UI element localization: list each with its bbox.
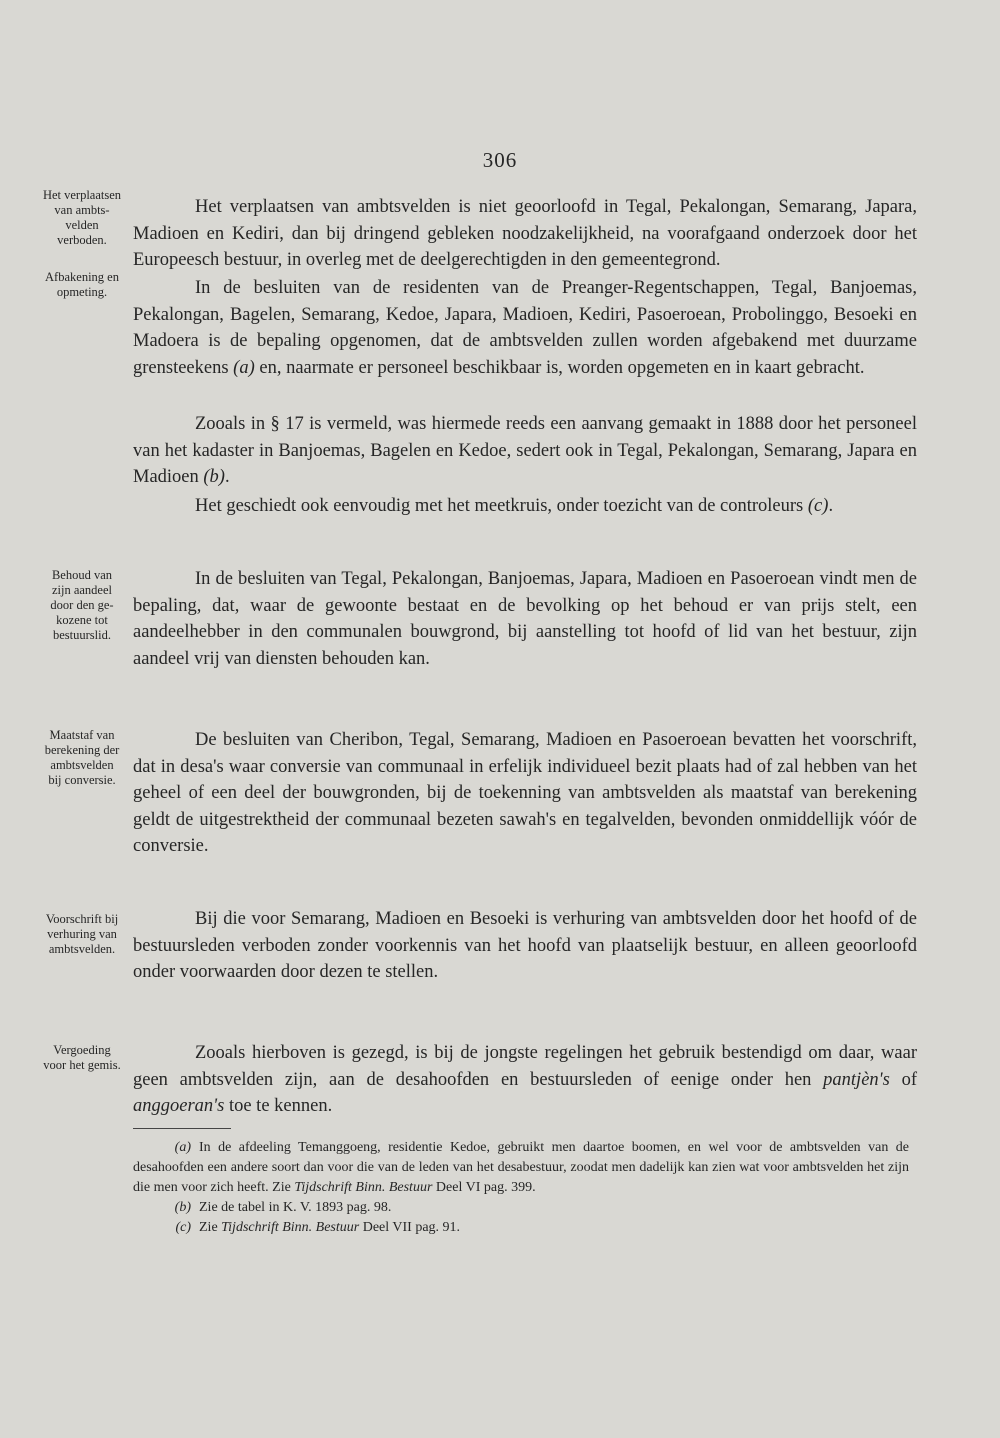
footnote-text: Zie de tabel in K. V. 1893 pag. 98. [199,1200,392,1215]
margin-note-line: van ambts- [54,203,110,217]
margin-note-line: Maatstaf van [49,728,115,742]
paragraph-verplaatsen [133,194,917,274]
paragraph-text: Bij die voor Semarang, Madioen en Besoeki is verhuring van ambtsvelden door het hoofd of de bestuursleden verboden zonder voorkennis van het hoofd van plaatselijk bestuur, en alleen geoorloofd onder voorwaarden door dezen te stellen. [133,909,917,982]
footnote-b [133,1198,909,1218]
footnote-mark: (c) [175,1220,191,1235]
paragraph-text: Het geschiedt ook eenvoudig met het meetkruis, onder toezicht van de controleurs [195,496,808,516]
paragraph-text: Zooals in § 17 is vermeld, was hiermede reeds een aanvang gemaakt in 1888 door het personeel van het kadaster in Banjoemas, Bagelen en Kedoe, sedert ook in Tegal, Pekalongan, Semarang, Japara en Madioen [133,414,917,487]
margin-note-line: bestuurslid. [53,628,111,642]
paragraph-text: . [224,467,230,487]
margin-note-line: velden [65,218,99,232]
margin-note-line: opmeting. [56,285,108,299]
paragraph-text: In de besluiten van Tegal, Pekalongan, Banjoemas, Japara, Madioen en Pasoeroean vindt men de bepaling, dat, waar de gewoonte bestaat en de bevolking op het behoud er van prijs stelt, een aandeelhebber in den communalen bouwgrond, bij aanstelling tot hoofd of lid van het bestuur, zijn aandeel vrij van diensten behouden kan. [133,569,917,669]
footnote-reference: (c) [807,496,829,516]
margin-note-line: Voorschrift bij [45,912,119,926]
margin-note-line: ambtsvelden. [48,942,116,956]
paragraph-text: toe te kennen. [224,1096,333,1116]
margin-note-line: door den ge- [50,598,114,612]
footnote-reference: (a) [233,357,255,378]
footnote-text: Deel VII pag. 91. [359,1220,461,1235]
margin-note-verplaatsen [28,188,136,248]
footnote-text: Zie [199,1220,222,1235]
margin-note-behoud [28,568,136,643]
footnote-mark: (b) [174,1200,191,1215]
footnote-reference: (b) [203,467,225,487]
margin-note-line: berekening der [44,743,120,757]
margin-note-line: verhuring van [47,927,117,941]
paragraph-text: . [828,496,834,516]
footnote-c [133,1218,909,1238]
footnote-rule [133,1128,231,1129]
margin-note-line: Het verplaatsen [42,188,122,202]
paragraph-text: Zooals hierboven is gezegd, is bij de jongste regelingen het gebruik bestendigd om daar, waar geen ambtsvelden zijn, aan de desahoofden en bestuursleden of eenige onder hen [133,1043,917,1090]
paragraph-text: Het verplaatsen van ambtsvelden is niet geoorloofd in Tegal, Pekalongan, Semarang, Japara, Madioen en Kediri, dan bij dringend gebleken noodzakelijkheid, na voorafgaand onderzoek door het Europeesch bestuur, in overleg met de deelgerechtigden in den gemeentegrond. [133,197,917,270]
margin-note-line: Behoud van [51,568,113,582]
paragraph-meetkruis [133,493,917,520]
paragraph-text: en, naarmate er personeel beschikbaar is, worden opgemeten en in kaart gebracht. [254,357,865,378]
footnote-text: Deel VI pag. 399. [432,1180,536,1195]
paragraph-behoud [133,566,917,672]
margin-note-line: verboden. [57,233,107,247]
margin-note-afbakening [28,270,136,300]
footnote-text: In de afdeeling Temanggoeng, residentie Kedoe, gebruikt men daartoe boomen, en wel voor de ambtsvelden van de desahoofden een andere soort dan voor die van de leden van het desabestuur, zoodat men dadelijk kan zien wat voor ambtsvelden het zijn die men voor zich heeft. Zie [133,1140,909,1195]
paragraph-text: In de besluiten van de residenten van de Preanger-Regentschappen, Tegal, Banjoemas, Pekalongan, Bagelen, Semarang, Kedoe, Japara, Madioen, Kediri, Pasoeroean, Probolinggo, Besoeki en Madoera is de bepaling opgenomen, dat de ambtsvelden zullen worden afgebakend met duurzame grensteekens [133,278,917,378]
paragraph-verhuring [133,906,917,986]
margin-note-line: kozene tot [56,613,108,627]
margin-note-line: bij conversie. [48,773,116,787]
paragraph-text: of [889,1069,917,1090]
italic-term: pantjèn's [823,1069,890,1090]
paragraph-text: De besluiten van Cheribon, Tegal, Semarang, Madioen en Pasoeroean bevatten het voorschrift, dat in desa's waar conversie van communaal in erfelijk individueel bezit plaats had of zal hebben van het geheel of een deel der bouwgronden, bij de toekenning van ambtsvelden als maatstaf van berekening geldt de uitgestrektheid der communaal bezeten sawah's en tegalvelden, bevonden onmiddellijk vóór de conversie. [133,730,917,856]
page-number: 306 [482,148,518,172]
journal-title: Tijdschrift Binn. Bestuur [221,1220,360,1235]
margin-note-line: voor het gemis. [43,1058,121,1072]
margin-note-line: Afbakening en [45,270,119,284]
footnote-mark: (a) [174,1140,191,1155]
margin-note-line: ambtsvelden [50,758,114,772]
paragraph-vergoeding [133,1040,917,1120]
margin-note-maatstaf [28,728,136,788]
margin-note-verhuring [28,912,136,957]
paragraph-kadaster [133,411,917,491]
margin-note-vergoeding [28,1043,136,1073]
journal-title: Tijdschrift Binn. Bestuur [294,1180,433,1195]
margin-note-line: zijn aandeel [51,583,113,597]
italic-term: anggoeran's [133,1096,225,1116]
paragraph-maatstaf [133,727,917,860]
margin-note-line: Vergoeding [53,1043,111,1057]
paragraph-afbakening [133,275,917,381]
footnote-a [133,1138,909,1198]
